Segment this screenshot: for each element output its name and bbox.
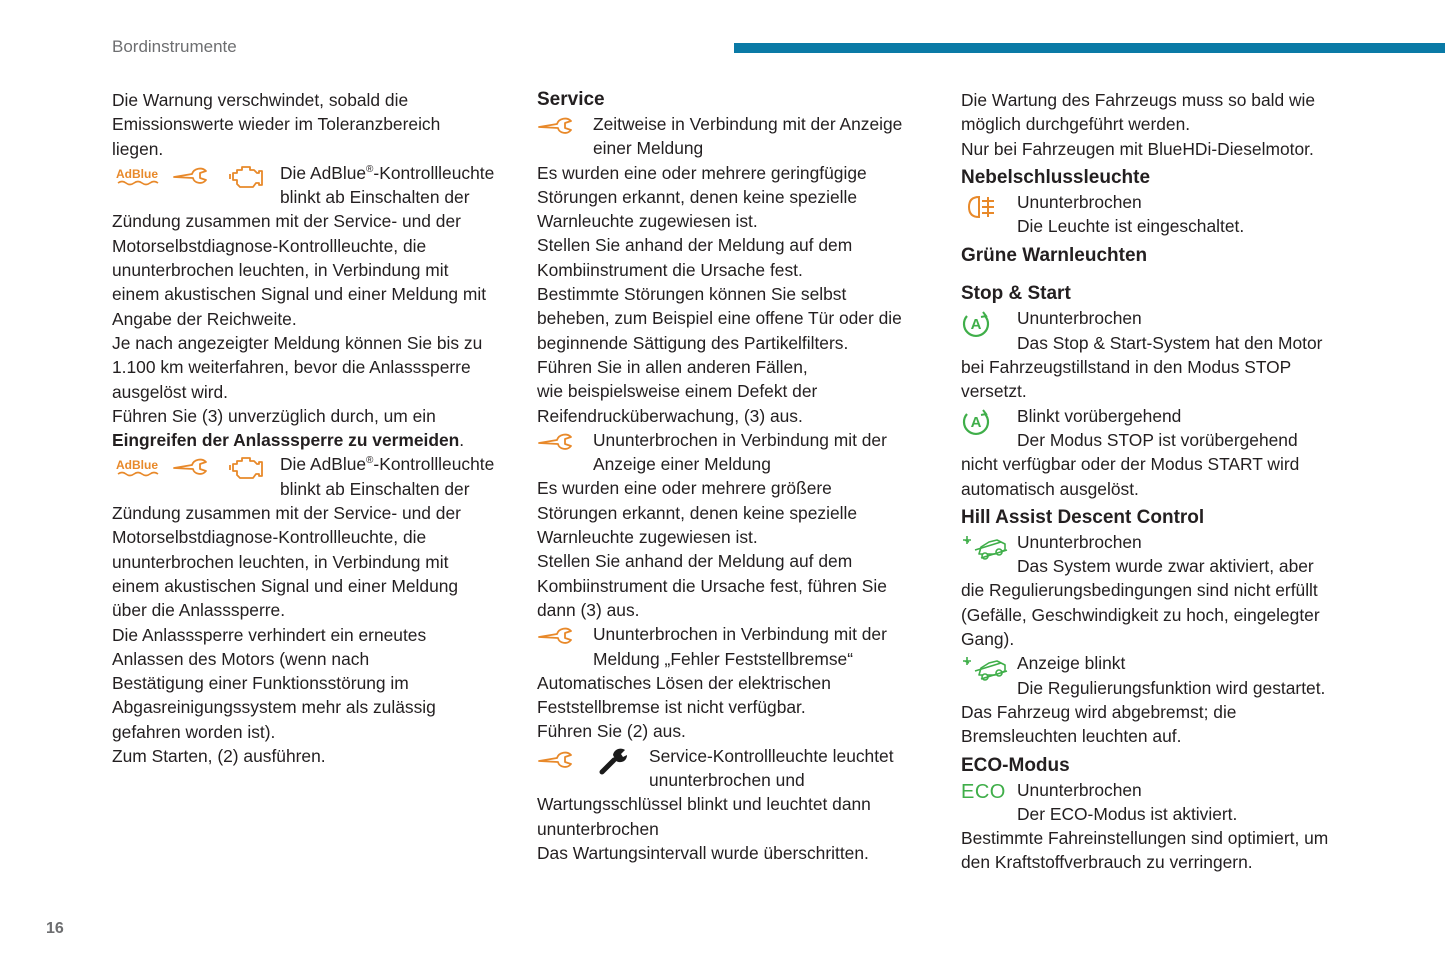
text-line: nicht verfügbar oder der Modus START wird — [961, 454, 1300, 475]
section-heading-service: Service — [537, 89, 605, 110]
section-heading-eco-mode: ECO-Modus — [961, 754, 1070, 776]
text-line: Der Modus STOP ist vorübergehend — [1017, 429, 1298, 450]
text-line: (Gefälle, Geschwindigkeit zu hoch, eingelegter — [961, 604, 1320, 625]
text-span: -Kontrollleuchte — [373, 162, 495, 183]
text-line: Anzeige einer Meldung — [593, 454, 771, 475]
adblue-icon — [112, 168, 162, 186]
icon-group — [961, 530, 1017, 562]
hill-descent-item-2 — [961, 651, 1361, 700]
adblue-wave-icon — [114, 180, 160, 186]
text-line: Wartungsschlüssel blinkt und leuchtet dann — [537, 794, 871, 815]
stop-start-item-1 — [961, 306, 1361, 355]
text-line: Es wurden eine oder mehrere geringfügige — [537, 162, 867, 183]
text-line: Es wurden eine oder mehrere größere — [537, 478, 832, 499]
text-line: Störungen erkannt, denen keine spezielle — [537, 186, 858, 207]
text-line: ausgelöst wird. — [112, 381, 228, 402]
text-line: automatisch ausgelöst. — [961, 478, 1139, 499]
text-line: Stellen Sie anhand der Meldung auf dem — [537, 235, 853, 256]
text-line: einer Meldung — [593, 138, 704, 159]
text-line: Das Stop & Start-System hat den Motor — [1017, 332, 1323, 353]
icon-group — [961, 651, 1017, 683]
text-line: blinkt ab Einschalten der — [280, 478, 470, 499]
text-line: bei Fahrzeugstillstand in den Modus STOP — [961, 357, 1292, 378]
service-item-1 — [537, 112, 933, 161]
text-line: den Kraftstoffverbrauch zu verringern. — [961, 852, 1253, 873]
text-line: über die Anlasssperre. — [112, 600, 286, 621]
adblue-icon — [112, 459, 162, 477]
adblue-warning-block-1 — [112, 161, 510, 210]
registered-mark: ® — [366, 455, 374, 467]
text-line: Führen Sie (2) aus. — [537, 721, 686, 742]
text-span: Die AdBlue — [280, 454, 367, 475]
bold-text: Eingreifen der Anlasssperre zu vermeiden — [112, 430, 460, 451]
icon-group — [961, 778, 1017, 804]
text-span: -Kontrollleuchte — [373, 454, 495, 475]
text-line: die Regulierungsbedingungen sind nicht erfüllt — [961, 580, 1318, 601]
service-wrench-icon — [537, 624, 577, 650]
text-line: Abgasreinigungssystem mehr als zulässig — [112, 697, 436, 718]
fog-light-item — [961, 190, 1361, 239]
text-line: Ununterbrochen — [1017, 779, 1142, 800]
text-line: Die Anlasssperre verhindert ein erneutes — [112, 624, 427, 645]
text-line: Ununterbrochen in Verbindung mit der — [593, 429, 887, 450]
section-heading-green-lights: Grüne Warnleuchten — [961, 245, 1148, 267]
text-line: Bremsleuchten leuchten auf. — [961, 726, 1182, 747]
text-line: Ununterbrochen — [1017, 308, 1142, 329]
text-line: Meldung „Fehler Feststellbremse“ — [593, 648, 853, 669]
text-line: Gang). — [961, 629, 1015, 650]
text-line: Ununterbrochen — [1017, 531, 1142, 552]
text-line: Kombiinstrument die Ursache fest. — [537, 259, 803, 280]
text-line: ununterbrochen leuchten, in Verbindung mit — [112, 551, 449, 572]
text-line: Motorselbstdiagnose-Kontrollleuchte, die — [112, 235, 427, 256]
engine-check-icon — [228, 163, 264, 191]
service-wrench-icon — [537, 114, 577, 140]
text-line: Stellen Sie anhand der Meldung auf dem — [537, 551, 853, 572]
engine-check-icon — [228, 454, 264, 482]
text-line: Zeitweise in Verbindung mit der Anzeige — [593, 114, 903, 134]
eco-mode-icon: ECO — [961, 780, 1006, 803]
hill-descent-item-1 — [961, 530, 1361, 579]
text-line: Führen Sie (3) unverzüglich durch, um ein — [112, 405, 436, 426]
hill-descent-control-icon — [961, 532, 1011, 562]
text-line: Motorselbstdiagnose-Kontrollleuchte, die — [112, 527, 427, 548]
service-wrench-icon — [537, 748, 577, 774]
stop-start-icon-letter: A — [970, 413, 982, 431]
page-header-title: Bordinstrumente — [112, 37, 237, 56]
text-line: Bestimmte Fahreinstellungen sind optimiert, um — [961, 828, 1329, 849]
column-left — [112, 88, 510, 768]
text-line: Die Wartung des Fahrzeugs muss so bald wie — [961, 90, 1316, 110]
text-line: Angabe der Reichweite. — [112, 308, 297, 329]
text-line: Service-Kontrollleuchte leuchtet — [649, 745, 894, 766]
adblue-icon-label: AdBlue — [116, 166, 158, 181]
column-middle — [537, 88, 933, 865]
text-line: Zündung zusammen mit der Service- und der — [112, 211, 461, 232]
text-line: Bestimmte Störungen können Sie selbst — [537, 284, 847, 305]
text-line: Zum Starten, (2) ausführen. — [112, 746, 326, 767]
hill-descent-control-icon — [961, 653, 1011, 683]
adblue-wave-icon — [114, 471, 160, 477]
maintenance-spanner-icon — [597, 746, 629, 776]
service-item-4 — [537, 744, 933, 793]
stop-start-icon — [961, 406, 991, 436]
text-line: einem akustischen Signal und einer Meldung — [112, 575, 459, 596]
text-line: Feststellbremse ist nicht verfügbar. — [537, 697, 806, 718]
icon-group — [537, 744, 649, 776]
service-wrench-icon — [537, 430, 577, 456]
text-line: Je nach angezeigter Meldung können Sie bis zu — [112, 332, 483, 353]
adblue-warning-block-2 — [112, 452, 510, 501]
text-line: Die Leuchte ist eingeschaltet. — [1017, 216, 1245, 237]
text-line: Das System wurde zwar aktiviert, aber — [1017, 556, 1314, 577]
service-item-2 — [537, 428, 933, 477]
text-line: Die Regulierungsfunktion wird gestartet. — [1017, 677, 1326, 698]
text-line: dann (3) aus. — [537, 599, 640, 620]
section-heading-stop-start: Stop & Start — [961, 283, 1071, 305]
service-wrench-icon — [172, 455, 212, 481]
column-right — [961, 88, 1361, 875]
text-line: Ununterbrochen in Verbindung mit der — [593, 624, 887, 645]
service-item-3 — [537, 622, 933, 671]
text-line: beheben, zum Beispiel eine offene Tür oder die — [537, 308, 902, 329]
text-line: Warnleuchte zugewiesen ist. — [537, 211, 758, 232]
text-line: liegen. — [112, 138, 164, 159]
text-line: möglich durchgeführt werden. — [961, 114, 1191, 135]
icon-group — [537, 112, 593, 140]
text-line: blinkt ab Einschalten der — [280, 187, 470, 208]
text-line: ununterbrochen und — [649, 770, 805, 791]
icon-group — [961, 404, 1017, 436]
text-line: Störungen erkannt, denen keine spezielle — [537, 502, 858, 523]
text-line: gefahren worden ist). — [112, 721, 276, 742]
text-line: Führen Sie in allen anderen Fällen, — [537, 356, 808, 377]
text-line: Anlassen des Motors (wenn nach — [112, 648, 370, 669]
text-line: Automatisches Lösen der elektrischen — [537, 672, 831, 693]
icon-group — [537, 622, 593, 650]
text-line: wie beispielsweise einem Defekt der — [537, 381, 818, 402]
rear-fog-light-icon — [961, 192, 997, 222]
stop-start-item-2 — [961, 404, 1361, 453]
text-line: Emissionswerte wieder im Toleranzbereich — [112, 114, 441, 135]
text-line: einem akustischen Signal und einer Meldung mit — [112, 284, 487, 305]
text-line: Warnleuchte zugewiesen ist. — [537, 527, 758, 548]
text-line: Zündung zusammen mit der Service- und der — [112, 503, 461, 524]
eco-mode-item — [961, 778, 1361, 827]
header-accent-bar — [734, 43, 1445, 53]
icon-group — [537, 428, 593, 456]
text-line: Ununterbrochen — [1017, 191, 1142, 212]
adblue-icon-label: AdBlue — [116, 458, 158, 473]
text-line: Kombiinstrument die Ursache fest, führen Sie — [537, 575, 887, 596]
text-line: Bestätigung einer Funktionsstörung im — [112, 673, 409, 694]
registered-mark: ® — [366, 164, 374, 176]
text-line: Das Wartungsintervall wurde überschritten. — [537, 842, 869, 863]
stop-start-icon-letter: A — [970, 316, 982, 334]
text-span: Die AdBlue — [280, 162, 367, 183]
text-line: Der ECO-Modus ist aktiviert. — [1017, 803, 1238, 824]
text-line: versetzt. — [961, 381, 1027, 402]
text-line: Reifendrucküberwachung, (3) aus. — [537, 405, 803, 426]
stop-start-icon — [961, 308, 991, 338]
text-line: beginnende Sättigung des Partikelfilters. — [537, 332, 849, 353]
icon-group — [961, 190, 1017, 222]
service-wrench-icon — [172, 164, 212, 190]
icon-group — [961, 306, 1017, 338]
icon-group — [112, 161, 280, 191]
text-line: ununterbrochen — [537, 818, 659, 839]
text-line: 1.100 km weiterfahren, bevor die Anlasssperre — [112, 357, 471, 378]
text-line: Das Fahrzeug wird abgebremst; die — [961, 701, 1237, 722]
icon-group — [112, 452, 280, 482]
page-number: 16 — [46, 920, 64, 937]
text-line: Nur bei Fahrzeugen mit BlueHDi-Dieselmotor. — [961, 138, 1314, 159]
text-line: Anzeige blinkt — [1017, 653, 1126, 674]
text-span: . — [459, 430, 465, 451]
section-heading-fog-light: Nebelschlussleuchte — [961, 166, 1151, 188]
text-line: ununterbrochen leuchten, in Verbindung mit — [112, 260, 449, 281]
text-line: Die Warnung verschwindet, sobald die — [112, 90, 409, 110]
text-line: Blinkt vorübergehend — [1017, 405, 1182, 426]
section-heading-hill-descent: Hill Assist Descent Control — [961, 506, 1205, 528]
